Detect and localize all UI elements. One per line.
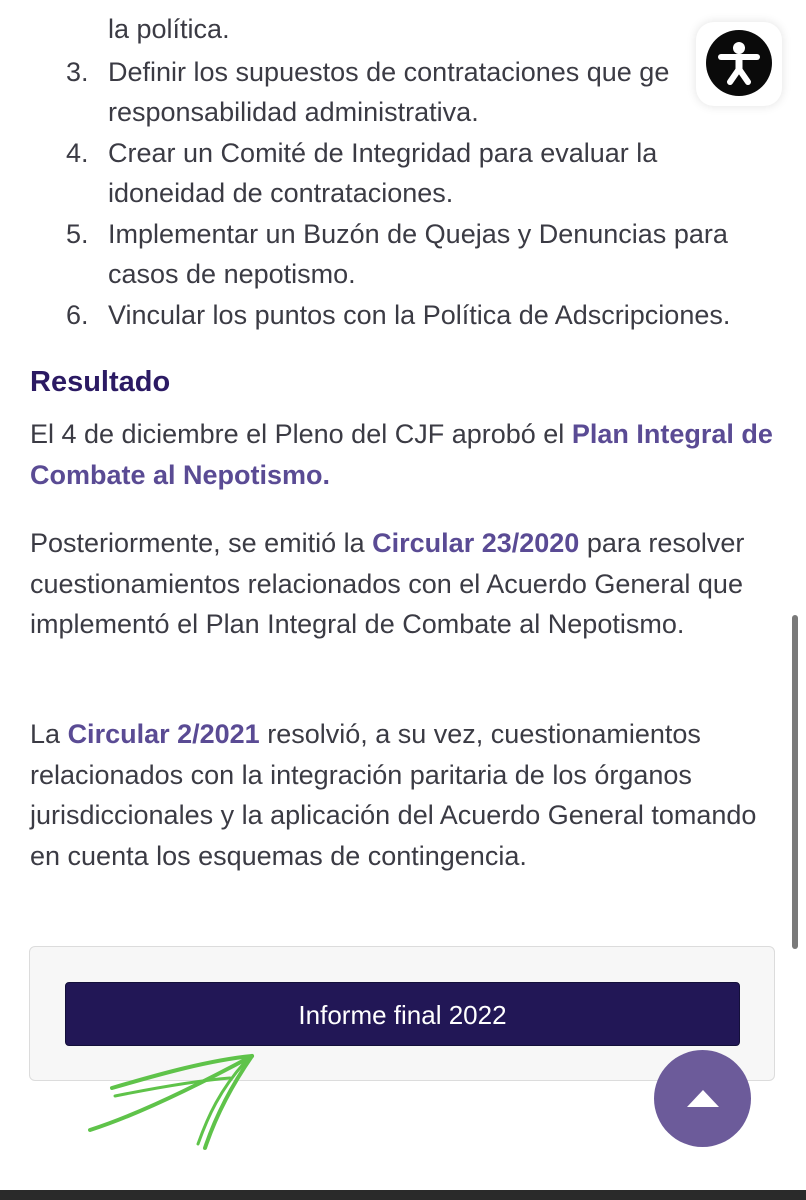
accessibility-widget[interactable] (696, 22, 782, 106)
result-paragraph-3: La Circular 2/2021 resolvió, a su vez, cuestionamientos relacionados con la integración paritaria de los órganos jurisdiccionales y la aplicación del Acuerdo General tomando en cuenta los esquemas de contingencia. (30, 719, 757, 871)
circular-2-2021-link[interactable]: Circular 2/2021 (67, 719, 260, 749)
hand-drawn-arrow (80, 1048, 270, 1158)
plan-integral-link[interactable]: Plan Integral de Combate al Nepotismo. (30, 419, 773, 490)
list-text: Crear un Comité de Integridad para evaluar la idoneidad de contrataciones. (108, 138, 658, 208)
list-number: 6. (66, 300, 89, 330)
chevron-up-icon (687, 1090, 719, 1107)
accessibility-icon (706, 30, 772, 96)
bottom-bar (0, 1190, 806, 1200)
result-paragraph-2: Posteriormente, se emitió la Circular 23/2020 para resolver cuestionamientos relacionados con el Acuerdo General que implementó el Plan Integral de Combate al Nepotismo. (30, 528, 745, 639)
list-number: 5. (66, 219, 89, 249)
scrollbar-thumb[interactable] (792, 615, 798, 949)
scroll-top-button[interactable] (654, 1050, 751, 1147)
list-text: Definir los supuestos de contrataciones que ge responsabilidad administrativa. (108, 57, 670, 127)
list-text: Vincular los puntos con la Política de Adscripciones. (108, 300, 731, 330)
result-paragraph-1: El 4 de diciembre el Pleno del CJF aprobó el Plan Integral de Combate al Nepotismo. (30, 419, 773, 490)
list-number: 4. (66, 138, 89, 168)
list-text: Implementar un Buzón de Quejas y Denuncias para casos de nepotismo. (108, 219, 728, 289)
circular-23-2020-link[interactable]: Circular 23/2020 (372, 528, 580, 558)
section-heading: Resultado (30, 366, 171, 398)
list-item-2-tail: la política. (108, 14, 230, 44)
list-number: 3. (66, 57, 89, 87)
informe-final-button[interactable]: Informe final 2022 (65, 982, 740, 1046)
